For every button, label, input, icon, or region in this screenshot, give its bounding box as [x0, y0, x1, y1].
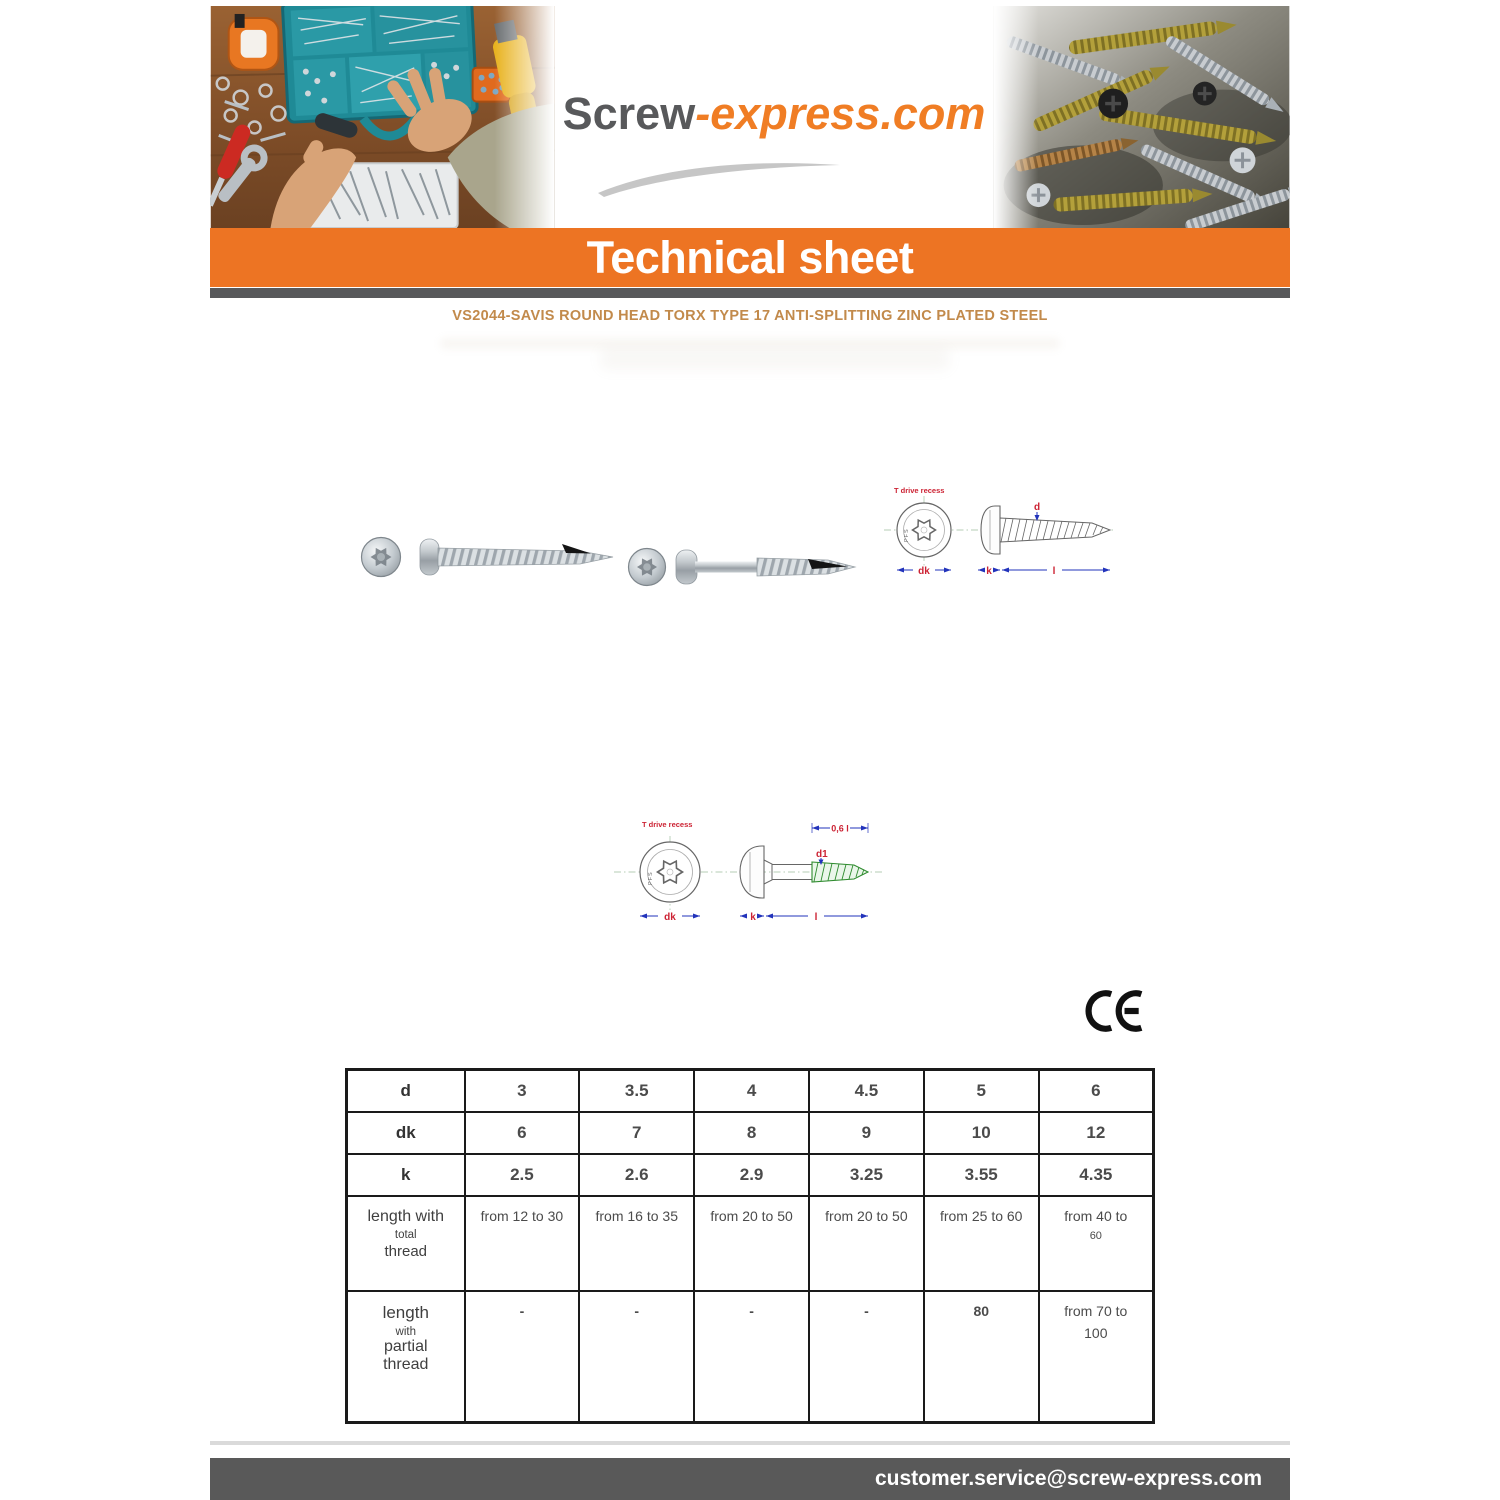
logo-swoosh: [590, 149, 850, 199]
cell-total-4: from 20 to 50: [809, 1196, 924, 1291]
cell-d-6: 6: [1039, 1070, 1154, 1113]
cell-k-2: 2.6: [579, 1154, 694, 1196]
customer-service-email-link[interactable]: customer.service@screw-express.com: [874, 1467, 1262, 1490]
screw-pile-photo: [993, 6, 1290, 228]
table-row-dk: [347, 1112, 1154, 1154]
cell-d-2: 3.5: [579, 1070, 694, 1113]
product-screws-photo: [350, 500, 880, 610]
table-row-k: [347, 1154, 1154, 1196]
technical-sheet-banner: [210, 228, 1290, 287]
brand-logo-express: -express.com: [695, 88, 986, 139]
dk-dim-label: dk: [918, 566, 930, 577]
screw-full-thread: [362, 538, 614, 577]
cell-d-3: 4: [694, 1070, 809, 1113]
table-row-partial-thread: [347, 1291, 1154, 1423]
divider-bar: [210, 288, 1290, 298]
brand-logo-screw: Screw: [562, 88, 696, 139]
cell-k-6: 4.35: [1039, 1154, 1154, 1196]
row-label-dk: dk: [347, 1112, 465, 1154]
cell-dk-2: 7: [579, 1112, 694, 1154]
table-row-d: [347, 1070, 1154, 1113]
cell-partial-1: -: [465, 1291, 580, 1423]
drive-recess-label: T drive recess: [894, 486, 945, 495]
cell-k-3: 2.9: [694, 1154, 809, 1196]
tape-measure: [229, 14, 279, 70]
cell-d-4: 4.5: [809, 1070, 924, 1113]
ghost-watermark: [600, 348, 950, 370]
cell-partial-2: -: [579, 1291, 694, 1423]
screw-partial-thread: [629, 549, 856, 586]
cell-partial-5: 80: [924, 1291, 1039, 1423]
cell-dk-3: 8: [694, 1112, 809, 1154]
cell-k-4: 3.25: [809, 1154, 924, 1196]
footer-bar: [210, 1458, 1290, 1500]
drive-recess-label: T drive recess: [642, 820, 693, 829]
cell-d-1: 3: [465, 1070, 580, 1113]
dim-06l-label: 0,6 l: [831, 823, 849, 834]
cell-total-1: from 12 to 30: [465, 1196, 580, 1291]
row-label-d: d: [347, 1070, 465, 1113]
cell-total-2: from 16 to 35: [579, 1196, 694, 1291]
cell-dk-5: 10: [924, 1112, 1039, 1154]
cell-total-3: from 20 to 50: [694, 1196, 809, 1291]
row-label-k: k: [347, 1154, 465, 1196]
cell-dk-1: 6: [465, 1112, 580, 1154]
cell-partial-6: from 70 to 100: [1039, 1291, 1154, 1423]
dk-dim-label: dk: [664, 912, 676, 923]
table-row-total-thread: [347, 1196, 1154, 1291]
technical-sheet-page: [210, 0, 1290, 1500]
cell-dk-4: 9: [809, 1112, 924, 1154]
brand-logo: [555, 88, 993, 140]
k-dim-label: k: [986, 566, 992, 577]
dimensions-table: [345, 1068, 1155, 1424]
cell-dk-6: 12: [1039, 1112, 1154, 1154]
l-dim-label: l: [1052, 566, 1056, 577]
cell-partial-3: -: [694, 1291, 809, 1423]
l-dim-label: l: [814, 912, 818, 923]
cell-k-1: 2.5: [465, 1154, 580, 1196]
footer-divider-line: [210, 1441, 1290, 1445]
banner-title: Technical sheet: [586, 231, 914, 283]
anti-splitting-mark: [562, 544, 591, 554]
ce-mark-icon: [1082, 986, 1144, 1036]
row-label-total-thread: length with total thread: [347, 1196, 465, 1291]
pfs-mark: PFS: [648, 871, 654, 885]
pfs-mark: PFS: [904, 528, 910, 542]
row-label-partial-thread: length with partial thread: [347, 1291, 465, 1423]
cell-d-5: 5: [924, 1070, 1039, 1113]
cell-total-5: from 25 to 60: [924, 1196, 1039, 1291]
cell-k-5: 3.55: [924, 1154, 1039, 1196]
k-dim-label: k: [750, 912, 756, 923]
diagram-full-thread: [882, 468, 1117, 593]
product-title: VS2044-SAVIS ROUND HEAD TORX TYPE 17 ANTI-SPLITTING ZINC PLATED STEEL: [452, 308, 1048, 324]
diagram-partial-thread: [612, 806, 889, 936]
d-dim-label: d: [1034, 502, 1041, 513]
logo-area: [555, 6, 993, 228]
cell-total-6: from 40 to 60: [1039, 1196, 1154, 1291]
workbench-photo: [210, 6, 555, 228]
d1-dim-label: d1: [816, 849, 828, 860]
cell-partial-4: -: [809, 1291, 924, 1423]
